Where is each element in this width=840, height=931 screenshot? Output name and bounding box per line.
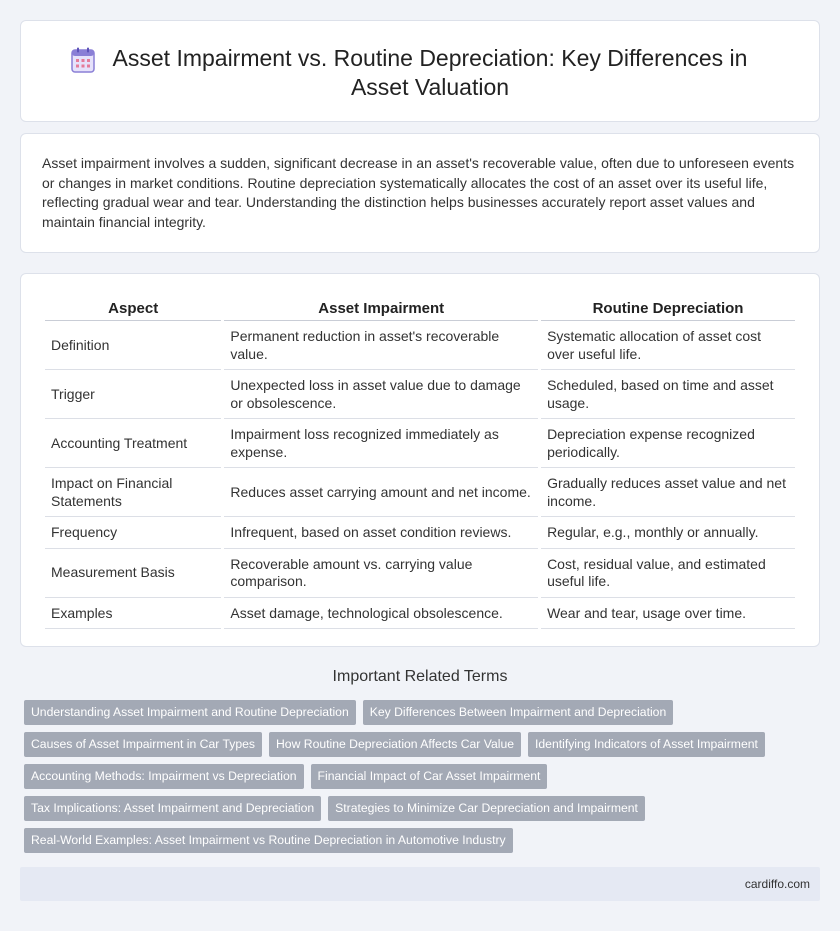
table-cell: Impact on Financial Statements <box>45 468 221 517</box>
table-cell: Trigger <box>45 370 221 419</box>
table-cell: Definition <box>45 321 221 370</box>
comparison-card <box>20 273 820 647</box>
related-term-tag[interactable]: Causes of Asset Impairment in Car Types <box>24 732 262 757</box>
table-cell: Reduces asset carrying amount and net income. <box>224 468 538 517</box>
comparison-table <box>42 296 798 629</box>
table-row <box>45 468 795 517</box>
table-cell: Cost, residual value, and estimated useful life. <box>541 549 795 598</box>
title-card <box>20 20 820 122</box>
footer-site-link[interactable]: cardiffo.com <box>744 877 810 891</box>
table-cell: Measurement Basis <box>45 549 221 598</box>
table-row <box>45 549 795 598</box>
table-cell: Asset damage, technological obsolescence. <box>224 598 538 630</box>
table-cell: Impairment loss recognized immediately as expense. <box>224 419 538 468</box>
related-term-tag[interactable]: Identifying Indicators of Asset Impairment <box>528 732 765 757</box>
table-cell: Recoverable amount vs. carrying value comparison. <box>224 549 538 598</box>
table-row <box>45 370 795 419</box>
tag-row <box>24 796 784 821</box>
footer <box>20 867 820 901</box>
related-term-tag[interactable]: Financial Impact of Car Asset Impairment <box>311 764 548 789</box>
table-cell: Gradually reduces asset value and net income. <box>541 468 795 517</box>
table-cell: Unexpected loss in asset value due to damage or obsolescence. <box>224 370 538 419</box>
table-cell: Scheduled, based on time and asset usage. <box>541 370 795 419</box>
related-term-tag[interactable]: Real-World Examples: Asset Impairment vs Routine Depreciation in Automotive Industry <box>24 828 513 853</box>
table-cell: Permanent reduction in asset's recoverable value. <box>224 321 538 370</box>
table-cell: Accounting Treatment <box>45 419 221 468</box>
related-terms-heading: Important Related Terms <box>332 668 508 685</box>
table-header-row <box>45 296 795 321</box>
column-header: Aspect <box>45 296 221 321</box>
table-cell: Examples <box>45 598 221 630</box>
tag-row <box>24 828 784 853</box>
intro-paragraph: Asset impairment involves a sudden, significant decrease in an asset's recoverable value, often due to unforeseen events or changes in market conditions. Routine depreciation systematically allocates the cost of an asset over its useful life, reflecting gradual wear and tear. Understanding the distinction helps businesses accurately report asset values and maintain financial integrity. <box>42 155 795 230</box>
related-term-tag[interactable]: How Routine Depreciation Affects Car Value <box>269 732 521 757</box>
related-term-tag[interactable]: Understanding Asset Impairment and Routine Depreciation <box>24 700 356 725</box>
table-cell: Regular, e.g., monthly or annually. <box>541 517 795 549</box>
table-cell: Infrequent, based on asset condition reviews. <box>224 517 538 549</box>
table-row <box>45 321 795 370</box>
table-cell: Frequency <box>45 517 221 549</box>
table-row <box>45 517 795 549</box>
page-title: Asset Impairment vs. Routine Depreciation: Key Differences in Asset Valuation <box>112 45 748 100</box>
related-terms-list <box>24 700 784 860</box>
column-header: Asset Impairment <box>224 296 538 321</box>
table-cell: Wear and tear, usage over time. <box>541 598 795 630</box>
column-header: Routine Depreciation <box>541 296 795 321</box>
tag-row <box>24 764 784 789</box>
table-row <box>45 598 795 630</box>
related-term-tag[interactable]: Tax Implications: Asset Impairment and Depreciation <box>24 796 321 821</box>
table-cell: Depreciation expense recognized periodically. <box>541 419 795 468</box>
tag-row <box>24 732 784 757</box>
table-cell: Systematic allocation of asset cost over useful life. <box>541 321 795 370</box>
tag-row <box>24 700 784 725</box>
related-term-tag[interactable]: Accounting Methods: Impairment vs Depreciation <box>24 764 304 789</box>
table-row <box>45 419 795 468</box>
intro-card <box>20 133 820 253</box>
related-term-tag[interactable]: Strategies to Minimize Car Depreciation and Impairment <box>328 796 645 821</box>
related-term-tag[interactable]: Key Differences Between Impairment and Depreciation <box>363 700 674 725</box>
